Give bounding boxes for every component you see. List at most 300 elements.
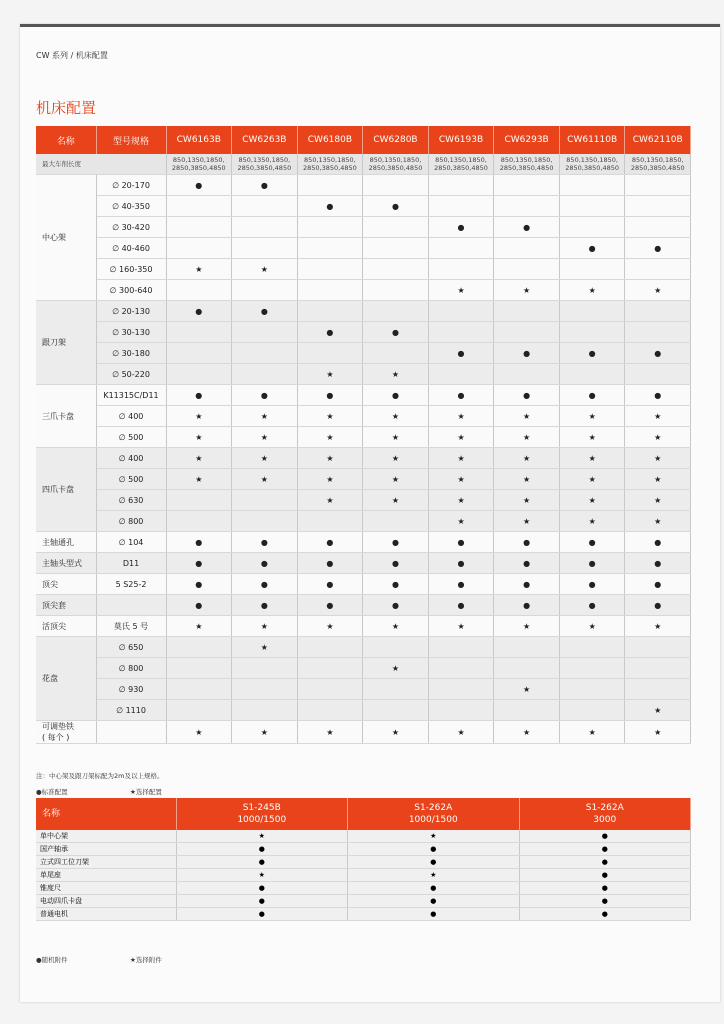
- empty-cell: [297, 343, 363, 364]
- empty-cell: [297, 301, 363, 322]
- standard-mark: ●: [428, 343, 494, 364]
- row-name: 国产轴承: [36, 843, 176, 856]
- row-name: 单中心架: [36, 830, 176, 843]
- standard-mark: ●: [519, 882, 691, 895]
- standard-mark: ●: [176, 908, 348, 921]
- empty-cell: [166, 490, 232, 511]
- empty-cell: [625, 217, 691, 238]
- optional-mark: ★: [559, 721, 625, 744]
- empty-cell: [494, 364, 560, 385]
- config-table: [36, 126, 691, 744]
- optional-mark: ★: [297, 406, 363, 427]
- group-name: 主轴头型式: [36, 553, 96, 574]
- standard-mark: ●: [494, 595, 560, 616]
- optional-mark: ★: [494, 406, 560, 427]
- empty-cell: [363, 175, 429, 196]
- standard-mark: ●: [363, 385, 429, 406]
- standard-mark: ●: [297, 574, 363, 595]
- optional-mark: ★: [428, 469, 494, 490]
- empty-cell: [166, 700, 232, 721]
- standard-mark: ●: [232, 385, 298, 406]
- empty-cell: [166, 511, 232, 532]
- empty-cell: [559, 700, 625, 721]
- spec-cell: ∅ 930: [96, 679, 166, 700]
- optional-mark: ★: [559, 280, 625, 301]
- empty-cell: [297, 658, 363, 679]
- optional-mark: ★: [232, 616, 298, 637]
- optional-mark: ★: [625, 406, 691, 427]
- empty-cell: [559, 364, 625, 385]
- spec-cell: ∅ 20-130: [96, 301, 166, 322]
- optional-mark: ★: [176, 869, 348, 882]
- empty-cell: [559, 217, 625, 238]
- empty-cell: [363, 511, 429, 532]
- optional-mark: ★: [428, 721, 494, 744]
- length-row: [36, 154, 691, 175]
- table-row: [36, 637, 691, 658]
- header-model: CW61110B: [559, 126, 625, 154]
- optional-mark: ★: [625, 700, 691, 721]
- empty-cell: [297, 511, 363, 532]
- standard-mark: ●: [559, 574, 625, 595]
- empty-cell: [166, 217, 232, 238]
- standard-mark: ●: [348, 856, 520, 869]
- standard-mark: ●: [297, 553, 363, 574]
- optional-mark: ★: [363, 490, 429, 511]
- optional-mark: ★: [166, 448, 232, 469]
- standard-mark: ●: [232, 532, 298, 553]
- empty-cell: [625, 175, 691, 196]
- empty-cell: [559, 259, 625, 280]
- standard-mark: ●: [559, 238, 625, 259]
- accessory-table: [36, 798, 691, 921]
- table-row: [36, 532, 691, 553]
- empty-cell: [166, 238, 232, 259]
- optional-mark: ★: [428, 280, 494, 301]
- spec-cell: K11315C/D11: [96, 385, 166, 406]
- standard-mark: ●: [297, 385, 363, 406]
- empty-cell: [166, 322, 232, 343]
- header-name: 名称: [36, 798, 176, 830]
- standard-mark: ●: [519, 869, 691, 882]
- empty-cell: [625, 679, 691, 700]
- empty-cell: [297, 175, 363, 196]
- optional-mark: ★: [494, 469, 560, 490]
- empty-cell: [363, 679, 429, 700]
- length-cell: 850,1350,1850, 2850,3850,4850: [559, 154, 625, 175]
- standard-mark: ●: [348, 882, 520, 895]
- optional-mark: ★: [494, 448, 560, 469]
- standard-mark: ●: [625, 553, 691, 574]
- empty-cell: [428, 679, 494, 700]
- table-row: [36, 882, 691, 895]
- table-row: [36, 259, 691, 280]
- empty-cell: [363, 301, 429, 322]
- header-model: CW6280B: [363, 126, 429, 154]
- header-spec: 型号规格: [96, 126, 166, 154]
- spec-cell: ∅ 40-350: [96, 196, 166, 217]
- table-row: [36, 364, 691, 385]
- spec-cell: ∅ 104: [96, 532, 166, 553]
- optional-mark: ★: [363, 364, 429, 385]
- spec-cell: ∅ 400: [96, 448, 166, 469]
- table-row: [36, 469, 691, 490]
- row-name: 电动四爪卡盘: [36, 895, 176, 908]
- empty-cell: [232, 238, 298, 259]
- length-cell: 850,1350,1850, 2850,3850,4850: [232, 154, 298, 175]
- spec-cell: 5 S25-2: [96, 574, 166, 595]
- standard-mark: ●: [363, 322, 429, 343]
- optional-mark: ★: [428, 406, 494, 427]
- empty-cell: [494, 301, 560, 322]
- standard-mark: ●: [428, 595, 494, 616]
- optional-mark: ★: [297, 448, 363, 469]
- spec-cell: ∅ 40-460: [96, 238, 166, 259]
- optional-mark: ★: [494, 280, 560, 301]
- header-model: CW6163B: [166, 126, 232, 154]
- header-model: CW6180B: [297, 126, 363, 154]
- optional-mark: ★: [625, 448, 691, 469]
- table-row: [36, 616, 691, 637]
- empty-cell: [232, 280, 298, 301]
- empty-cell: [363, 343, 429, 364]
- optional-mark: ★: [625, 490, 691, 511]
- table-row: [36, 406, 691, 427]
- empty-cell: [428, 637, 494, 658]
- standard-mark: ●: [519, 908, 691, 921]
- empty-cell: [494, 175, 560, 196]
- empty-cell: [559, 301, 625, 322]
- length-cell: 850,1350,1850, 2850,3850,4850: [363, 154, 429, 175]
- optional-mark: ★: [363, 427, 429, 448]
- empty-cell: [232, 700, 298, 721]
- row-name: 锥度尺: [36, 882, 176, 895]
- empty-cell: [428, 259, 494, 280]
- empty-cell: [494, 637, 560, 658]
- empty-cell: [166, 280, 232, 301]
- table-note: 注：中心架及跟刀架标配为2m及以上规格。: [36, 772, 164, 780]
- optional-mark: ★: [559, 490, 625, 511]
- empty-cell: [297, 217, 363, 238]
- spec-cell: [96, 721, 166, 744]
- empty-cell: [559, 679, 625, 700]
- optional-mark: ★: [494, 511, 560, 532]
- optional-mark: ★: [428, 490, 494, 511]
- empty-cell: [363, 280, 429, 301]
- optional-mark: ★: [363, 658, 429, 679]
- spec-cell: ∅ 500: [96, 427, 166, 448]
- group-name: 顶尖套: [36, 595, 96, 616]
- empty-cell: [232, 196, 298, 217]
- table-row: [36, 595, 691, 616]
- empty-cell: [297, 238, 363, 259]
- spec-cell: ∅ 650: [96, 637, 166, 658]
- optional-mark: ★: [176, 830, 348, 843]
- optional-mark: ★: [297, 427, 363, 448]
- optional-mark: ★: [232, 469, 298, 490]
- empty-cell: [232, 217, 298, 238]
- spec-cell: ∅ 500: [96, 469, 166, 490]
- breadcrumb: CW 系列 / 机床配置: [36, 51, 108, 60]
- group-name: 顶尖: [36, 574, 96, 595]
- row-name: 单尾座: [36, 869, 176, 882]
- empty-cell: [428, 700, 494, 721]
- standard-mark: ●: [494, 343, 560, 364]
- table-row: [36, 196, 691, 217]
- empty-cell: [625, 658, 691, 679]
- table-row: [36, 574, 691, 595]
- group-name: 跟刀架: [36, 301, 96, 385]
- optional-mark: ★: [625, 469, 691, 490]
- spec-cell: ∅ 30-420: [96, 217, 166, 238]
- spec-cell: ∅ 800: [96, 511, 166, 532]
- length-cell: 850,1350,1850, 2850,3850,4850: [166, 154, 232, 175]
- empty-cell: [232, 322, 298, 343]
- optional-mark: ★: [297, 721, 363, 744]
- optional-mark: ★: [363, 406, 429, 427]
- optional-mark: ★: [297, 616, 363, 637]
- optional-mark: ★: [494, 679, 560, 700]
- length-cell: 850,1350,1850, 2850,3850,4850: [297, 154, 363, 175]
- empty-cell: [559, 637, 625, 658]
- standard-mark: ●: [519, 856, 691, 869]
- empty-cell: [559, 658, 625, 679]
- table-row: [36, 217, 691, 238]
- empty-cell: [232, 658, 298, 679]
- standard-mark: ●: [176, 856, 348, 869]
- table-row: [36, 908, 691, 921]
- spec-cell: ∅ 30-180: [96, 343, 166, 364]
- row-name: 普通电机: [36, 908, 176, 921]
- standard-mark: ●: [166, 175, 232, 196]
- optional-mark: ★: [494, 721, 560, 744]
- spec-cell: ∅ 630: [96, 490, 166, 511]
- table-row: [36, 721, 691, 744]
- group-name: 中心架: [36, 175, 96, 301]
- standard-mark: ●: [348, 908, 520, 921]
- spec-cell: ∅ 160-350: [96, 259, 166, 280]
- optional-mark: ★: [428, 448, 494, 469]
- standard-mark: ●: [166, 574, 232, 595]
- optional-mark: ★: [297, 364, 363, 385]
- empty-cell: [494, 238, 560, 259]
- optional-mark: ★: [494, 427, 560, 448]
- legend-standard-acc: ●随机附件: [36, 956, 68, 964]
- optional-mark: ★: [363, 616, 429, 637]
- empty-cell: [363, 700, 429, 721]
- header-model: CW6193B: [428, 126, 494, 154]
- table-row: [36, 856, 691, 869]
- empty-cell: [428, 301, 494, 322]
- accessory-table-header: [36, 798, 691, 830]
- empty-cell: [494, 259, 560, 280]
- optional-mark: ★: [232, 721, 298, 744]
- page-title: 机床配置: [36, 99, 97, 117]
- legend-standard: ●标准配置: [36, 788, 68, 796]
- legend-optional-acc: ★选择附件: [130, 956, 162, 964]
- optional-mark: ★: [297, 469, 363, 490]
- empty-cell: [559, 322, 625, 343]
- header-model: S1-262A 1000/1500: [348, 798, 520, 830]
- empty-cell: [494, 700, 560, 721]
- standard-mark: ●: [232, 175, 298, 196]
- empty-cell: [232, 364, 298, 385]
- table-row: [36, 385, 691, 406]
- empty-cell: [166, 658, 232, 679]
- optional-mark: ★: [625, 280, 691, 301]
- optional-mark: ★: [166, 427, 232, 448]
- header-model: CW6293B: [494, 126, 560, 154]
- group-name: 四爪卡盘: [36, 448, 96, 532]
- optional-mark: ★: [232, 406, 298, 427]
- optional-mark: ★: [494, 616, 560, 637]
- standard-mark: ●: [428, 532, 494, 553]
- table-row: [36, 658, 691, 679]
- table-row: [36, 895, 691, 908]
- optional-mark: ★: [166, 616, 232, 637]
- optional-mark: ★: [559, 427, 625, 448]
- group-name: 花盘: [36, 637, 96, 721]
- group-name: 活顶尖: [36, 616, 96, 637]
- empty-cell: [297, 259, 363, 280]
- standard-mark: ●: [428, 553, 494, 574]
- standard-mark: ●: [428, 217, 494, 238]
- group-name: 主轴通孔: [36, 532, 96, 553]
- table-row: [36, 343, 691, 364]
- table-row: [36, 679, 691, 700]
- spec-cell: D11: [96, 553, 166, 574]
- standard-mark: ●: [176, 895, 348, 908]
- standard-mark: ●: [625, 343, 691, 364]
- spec-cell: ∅ 400: [96, 406, 166, 427]
- empty-cell: [232, 490, 298, 511]
- standard-mark: ●: [176, 882, 348, 895]
- empty-cell: [428, 322, 494, 343]
- spec-cell: 莫氏 5 号: [96, 616, 166, 637]
- empty-cell: [166, 364, 232, 385]
- optional-mark: ★: [232, 259, 298, 280]
- standard-mark: ●: [494, 385, 560, 406]
- optional-mark: ★: [232, 637, 298, 658]
- table-row: [36, 448, 691, 469]
- standard-mark: ●: [625, 595, 691, 616]
- standard-mark: ●: [519, 830, 691, 843]
- optional-mark: ★: [363, 469, 429, 490]
- spec-cell: ∅ 50-220: [96, 364, 166, 385]
- table-row: [36, 830, 691, 843]
- standard-mark: ●: [166, 595, 232, 616]
- optional-mark: ★: [428, 427, 494, 448]
- empty-cell: [232, 343, 298, 364]
- standard-mark: ●: [519, 895, 691, 908]
- standard-mark: ●: [428, 385, 494, 406]
- standard-mark: ●: [297, 595, 363, 616]
- standard-mark: ●: [625, 238, 691, 259]
- standard-mark: ●: [625, 532, 691, 553]
- length-cell: 850,1350,1850, 2850,3850,4850: [494, 154, 560, 175]
- table-row: [36, 322, 691, 343]
- standard-mark: ●: [363, 196, 429, 217]
- empty-cell: [363, 637, 429, 658]
- standard-mark: ●: [232, 595, 298, 616]
- spec-cell: [96, 595, 166, 616]
- standard-mark: ●: [363, 574, 429, 595]
- optional-mark: ★: [166, 469, 232, 490]
- config-table-header: [36, 126, 691, 154]
- group-name: 三爪卡盘: [36, 385, 96, 448]
- standard-mark: ●: [363, 595, 429, 616]
- empty-cell: [625, 364, 691, 385]
- header-name: 名称: [36, 126, 96, 154]
- group-name: 可调垫铁 ( 每个 ): [36, 721, 96, 744]
- standard-mark: ●: [176, 843, 348, 856]
- optional-mark: ★: [559, 511, 625, 532]
- standard-mark: ●: [297, 532, 363, 553]
- table-row: [36, 843, 691, 856]
- spec-cell: ∅ 300-640: [96, 280, 166, 301]
- optional-mark: ★: [363, 448, 429, 469]
- length-cell: 850,1350,1850, 2850,3850,4850: [428, 154, 494, 175]
- optional-mark: ★: [428, 511, 494, 532]
- table-row: [36, 301, 691, 322]
- empty-cell: [232, 679, 298, 700]
- optional-mark: ★: [625, 721, 691, 744]
- empty-cell: [363, 238, 429, 259]
- optional-mark: ★: [559, 616, 625, 637]
- standard-mark: ●: [348, 895, 520, 908]
- standard-mark: ●: [363, 532, 429, 553]
- standard-mark: ●: [494, 574, 560, 595]
- empty-cell: [297, 700, 363, 721]
- empty-cell: [297, 280, 363, 301]
- spec-cell: ∅ 800: [96, 658, 166, 679]
- optional-mark: ★: [348, 830, 520, 843]
- empty-cell: [166, 679, 232, 700]
- legend-optional: ★选择配置: [130, 788, 162, 796]
- table-row: [36, 511, 691, 532]
- standard-mark: ●: [232, 574, 298, 595]
- table-row: [36, 280, 691, 301]
- table-row: [36, 700, 691, 721]
- table-row: [36, 553, 691, 574]
- empty-cell: [428, 196, 494, 217]
- empty-cell: [166, 343, 232, 364]
- optional-mark: ★: [625, 616, 691, 637]
- standard-mark: ●: [559, 532, 625, 553]
- optional-mark: ★: [166, 259, 232, 280]
- optional-mark: ★: [559, 406, 625, 427]
- optional-mark: ★: [297, 490, 363, 511]
- row-name: 最大车削长度: [36, 154, 166, 175]
- optional-mark: ★: [625, 427, 691, 448]
- standard-mark: ●: [166, 301, 232, 322]
- standard-mark: ●: [559, 553, 625, 574]
- table-row: [36, 427, 691, 448]
- empty-cell: [625, 259, 691, 280]
- empty-cell: [625, 322, 691, 343]
- spec-cell: ∅ 30-130: [96, 322, 166, 343]
- empty-cell: [428, 175, 494, 196]
- optional-mark: ★: [428, 616, 494, 637]
- header-model: S1-262A 3000: [519, 798, 691, 830]
- standard-mark: ●: [428, 574, 494, 595]
- empty-cell: [166, 637, 232, 658]
- empty-cell: [363, 259, 429, 280]
- standard-mark: ●: [625, 385, 691, 406]
- optional-mark: ★: [559, 469, 625, 490]
- empty-cell: [494, 196, 560, 217]
- empty-cell: [559, 196, 625, 217]
